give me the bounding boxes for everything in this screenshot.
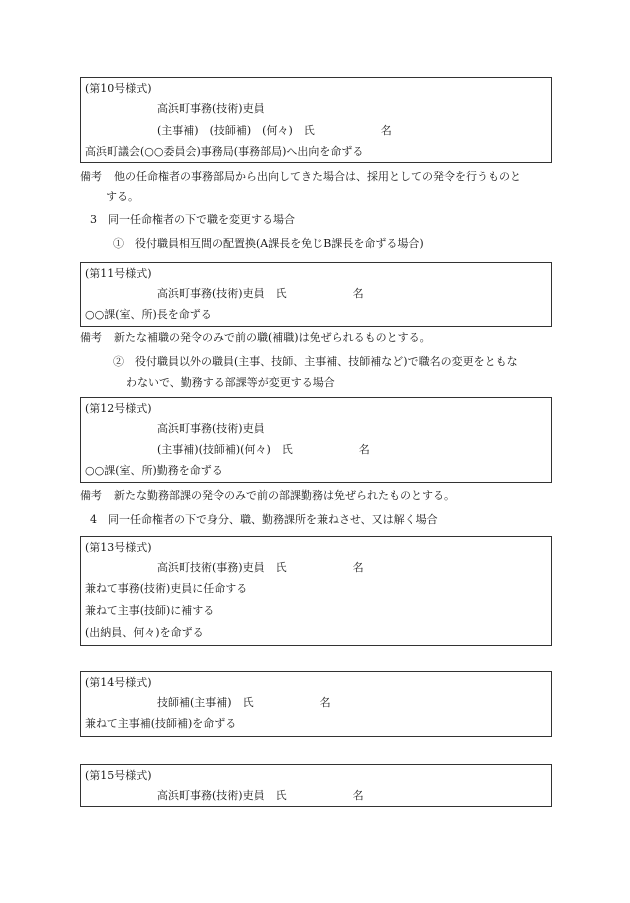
form-10-box	[80, 77, 552, 163]
form-13-line-1: 高浜町技術(事務)吏員 氏 名	[157, 561, 364, 574]
form-12-line-1: 高浜町事務(技術)吏員	[157, 422, 265, 435]
form-13-label: (第13号様式)	[85, 541, 152, 554]
form-11-label: (第11号様式)	[85, 267, 152, 280]
form-11-line-2: ○○課(室、所)長を命ずる	[85, 308, 212, 321]
form-10-line-1: 高浜町事務(技術)吏員	[157, 102, 265, 115]
section-3-sub-1: ① 役付職員相互間の配置換(A課長を免じB課長を命ずる場合)	[113, 237, 424, 250]
form-14-line-1: 技師補(主事補) 氏 名	[157, 696, 331, 709]
form-11-box	[80, 262, 552, 327]
form-13-line-3: 兼ねて主事(技師)に補する	[85, 604, 215, 617]
form-10-line-2: (主事補) (技師補) (何々) 氏 名	[157, 124, 392, 137]
note-11-line-1: 新たな補職の発令のみで前の職(補職)は免ぜられるものとする。	[114, 331, 431, 344]
form-12-box	[80, 397, 552, 483]
form-13-line-2: 兼ねて事務(技術)吏員に任命する	[85, 582, 248, 595]
note-11-head: 備考	[80, 331, 102, 344]
form-14-line-2: 兼ねて主事補(技師補)を命ずる	[85, 717, 237, 730]
form-10-label: (第10号様式)	[85, 82, 152, 95]
form-15-box	[80, 764, 552, 807]
form-13-box	[80, 536, 552, 646]
section-3-title: 3 同一任命権者の下で職を変更する場合	[90, 213, 295, 226]
form-15-line-1: 高浜町事務(技術)吏員 氏 名	[157, 789, 364, 802]
note-12-head: 備考	[80, 489, 102, 502]
section-4-title: 4 同一任命権者の下で身分、職、勤務課所を兼ねさせ、又は解く場合	[90, 513, 438, 526]
sub-2-line-2: わないで、勤務する部課等が変更する場合	[126, 376, 335, 389]
form-13-line-4: (出納員、何々)を命ずる	[85, 626, 204, 639]
note-10-line-2: する。	[106, 190, 139, 203]
form-14-label: (第14号様式)	[85, 676, 152, 689]
form-12-line-2: (主事補)(技師補)(何々) 氏 名	[157, 443, 370, 456]
form-14-box	[80, 671, 552, 737]
sub-2-line-1: ② 役付職員以外の職員(主事、技師、主事補、技師補など)で職名の変更をともな	[113, 355, 518, 368]
note-12-line-1: 新たな勤務部課の発令のみで前の部課勤務は免ぜられたものとする。	[114, 489, 455, 502]
note-10-head: 備考	[80, 170, 102, 183]
form-12-label: (第12号様式)	[85, 402, 152, 415]
form-11-line-1: 高浜町事務(技術)吏員 氏 名	[157, 287, 364, 300]
form-12-line-3: ○○課(室、所)勤務を命ずる	[85, 464, 223, 477]
form-15-label: (第15号様式)	[85, 769, 152, 782]
note-10-line-1: 他の任命権者の事務部局から出向してきた場合は、採用としての発令を行うものと	[114, 170, 521, 183]
form-10-line-3: 高浜町議会(○○委員会)事務局(事務部局)へ出向を命ずる	[85, 145, 364, 158]
